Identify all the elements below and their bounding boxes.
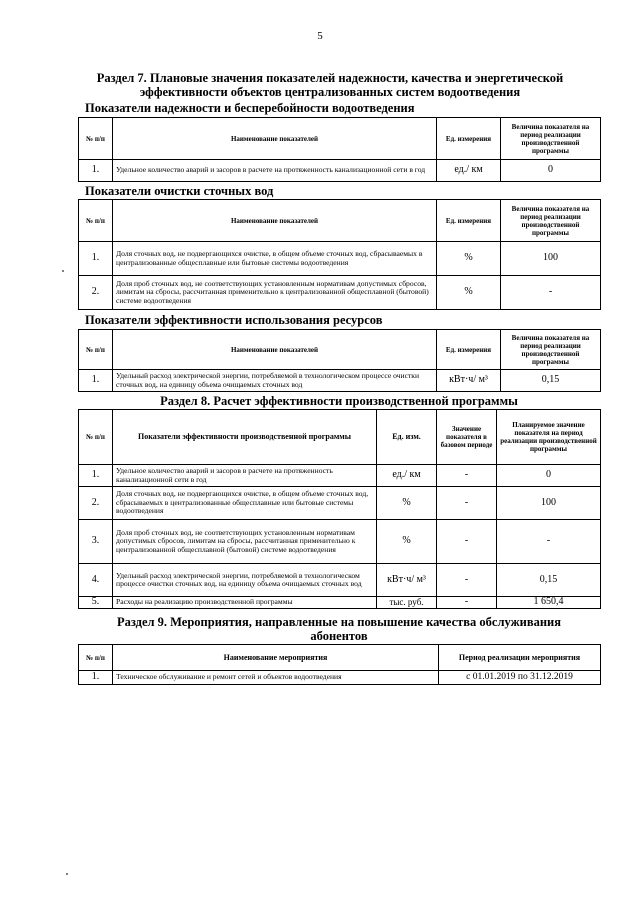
col-num: № п/п (79, 410, 113, 465)
treatment-title: Показатели очистки сточных вод (85, 184, 274, 198)
row-planned: 100 (497, 487, 601, 520)
col-unit: Ед. измерения (437, 200, 501, 242)
col-name: Наименование показателей (113, 330, 437, 370)
row-unit: % (377, 520, 437, 564)
efficiency-title: Показатели эффективности использования ресурсов (85, 313, 383, 327)
row-unit: кВт·ч/ м³ (377, 564, 437, 597)
section7-title-line1: Раздел 7. Плановые значения показателей надежности, качества и энергетической (96, 71, 564, 85)
table-header-row (79, 645, 601, 671)
section8-table (78, 409, 601, 609)
col-name: Наименование показателей (113, 118, 437, 160)
row-num: 1. (79, 465, 113, 487)
table-row (79, 597, 601, 609)
row-value: 100 (501, 242, 601, 276)
row-num: 1. (79, 160, 113, 182)
row-period: с 01.01.2019 по 31.12.2019 (439, 671, 601, 685)
row-num: 1. (79, 671, 113, 685)
row-base: - (437, 520, 497, 564)
col-num: № п/п (79, 645, 113, 671)
table-row (79, 671, 601, 685)
row-name: Удельный расход электрической энергии, потребляемой в технологическом процессе очистки сточных вод, на единицу объема очищаемых сточных вод (113, 370, 437, 392)
table-row (79, 160, 601, 182)
scan-speck (62, 270, 64, 272)
table-row (79, 276, 601, 310)
row-unit: % (437, 242, 501, 276)
scan-speck (66, 873, 68, 875)
row-planned: 0,15 (497, 564, 601, 597)
table-row (79, 487, 601, 520)
table-header-row (79, 118, 601, 160)
section7-title-line2: эффективности объектов централизованных систем водоотведения (139, 85, 521, 99)
row-base: - (437, 487, 497, 520)
row-name: Доля сточных вод, не подвергающихся очистке, в общем объеме сточных вод, сбрасываемых в централизованные общесплавные или бытовые системы водоотведения (113, 242, 437, 276)
col-num: № п/п (79, 118, 113, 160)
col-period: Период реализации мероприятия (439, 645, 601, 671)
col-planned: Планируемое значение показателя на период реализации производственной программы (497, 410, 601, 465)
row-name: Техническое обслуживание и ремонт сетей и объектов водоотведения (113, 671, 439, 685)
col-name: Показатели эффективности производственной программы (113, 410, 377, 465)
section9-title-line2: абонентов (310, 629, 368, 643)
section9-title-line1: Раздел 9. Мероприятия, направленные на повышение качества обслуживания (116, 615, 562, 629)
row-num: 1. (79, 242, 113, 276)
section9-table (78, 644, 601, 685)
row-num: 5. (79, 597, 113, 609)
table-header-row (79, 200, 601, 242)
col-num: № п/п (79, 200, 113, 242)
row-unit: ед./ км (437, 160, 501, 182)
table-header-row (79, 410, 601, 465)
row-planned: 1 650,4 (497, 597, 601, 609)
row-name: Удельный расход электрической энергии, потребляемой в технологическом процессе очистки сточных вод, на единицу объема очищаемых сточных вод (113, 564, 377, 597)
row-name: Расходы на реализацию производственной программы (113, 597, 377, 609)
page-number: 5 (317, 30, 323, 42)
row-num: 2. (79, 487, 113, 520)
treatment-table (78, 199, 601, 310)
col-unit: Ед. измерения (437, 118, 501, 160)
row-name: Удельное количество аварий и засоров в расчете на протяженность канализационной сети в год (113, 160, 437, 182)
table-row (79, 520, 601, 564)
col-name: Наименование мероприятия (113, 645, 439, 671)
col-unit: Ед. изм. (377, 410, 437, 465)
col-num: № п/п (79, 330, 113, 370)
row-unit: % (437, 276, 501, 310)
row-name: Доля проб сточных вод, не соответствующих установленным нормативам допустимых сбросов, лимитам на сбросы, рассчитанная применительно к централизованной общесплавной (бытовой) системе водоотведения (113, 520, 377, 564)
col-value: Величина показателя на период реализации производственной программы (501, 330, 601, 370)
efficiency-table (78, 329, 601, 392)
row-unit: ед./ км (377, 465, 437, 487)
table-row (79, 370, 601, 392)
row-unit: кВт·ч/ м³ (437, 370, 501, 392)
table-row (79, 465, 601, 487)
row-name: Доля сточных вод, не подвергающихся очистке, в общем объеме сточных вод, сбрасываемых в централизованные общесплавные или бытовые системы водоотведения (113, 487, 377, 520)
col-name: Наименование показателей (113, 200, 437, 242)
col-unit: Ед. измерения (437, 330, 501, 370)
col-base: Значение показателя в базовом периоде (437, 410, 497, 465)
row-unit: тыс. руб. (377, 597, 437, 609)
row-unit: % (377, 487, 437, 520)
row-value: - (501, 276, 601, 310)
row-num: 3. (79, 520, 113, 564)
row-base: - (437, 564, 497, 597)
row-base: - (437, 597, 497, 609)
table-header-row (79, 330, 601, 370)
col-value: Величина показателя на период реализации производственной программы (501, 118, 601, 160)
row-value: 0 (501, 160, 601, 182)
reliability-title: Показатели надежности и бесперебойности водоотведения (85, 101, 415, 115)
row-num: 4. (79, 564, 113, 597)
row-planned: 0 (497, 465, 601, 487)
section8-title: Раздел 8. Расчет эффективности производственной программы (160, 394, 518, 408)
row-value: 0,15 (501, 370, 601, 392)
table-row (79, 242, 601, 276)
row-name: Удельное количество аварий и засоров в расчете на протяженность канализационной сети в год (113, 465, 377, 487)
row-num: 1. (79, 370, 113, 392)
row-base: - (437, 465, 497, 487)
col-value: Величина показателя на период реализации производственной программы (501, 200, 601, 242)
row-planned: - (497, 520, 601, 564)
row-name: Доля проб сточных вод, не соответствующих установленным нормативам допустимых сбросов, лимитам на сбросы, рассчитанная применительно к централизованной общесплавной (бытовой) системе водоотведения (113, 276, 437, 310)
row-num: 2. (79, 276, 113, 310)
table-row (79, 564, 601, 597)
reliability-table (78, 117, 601, 182)
